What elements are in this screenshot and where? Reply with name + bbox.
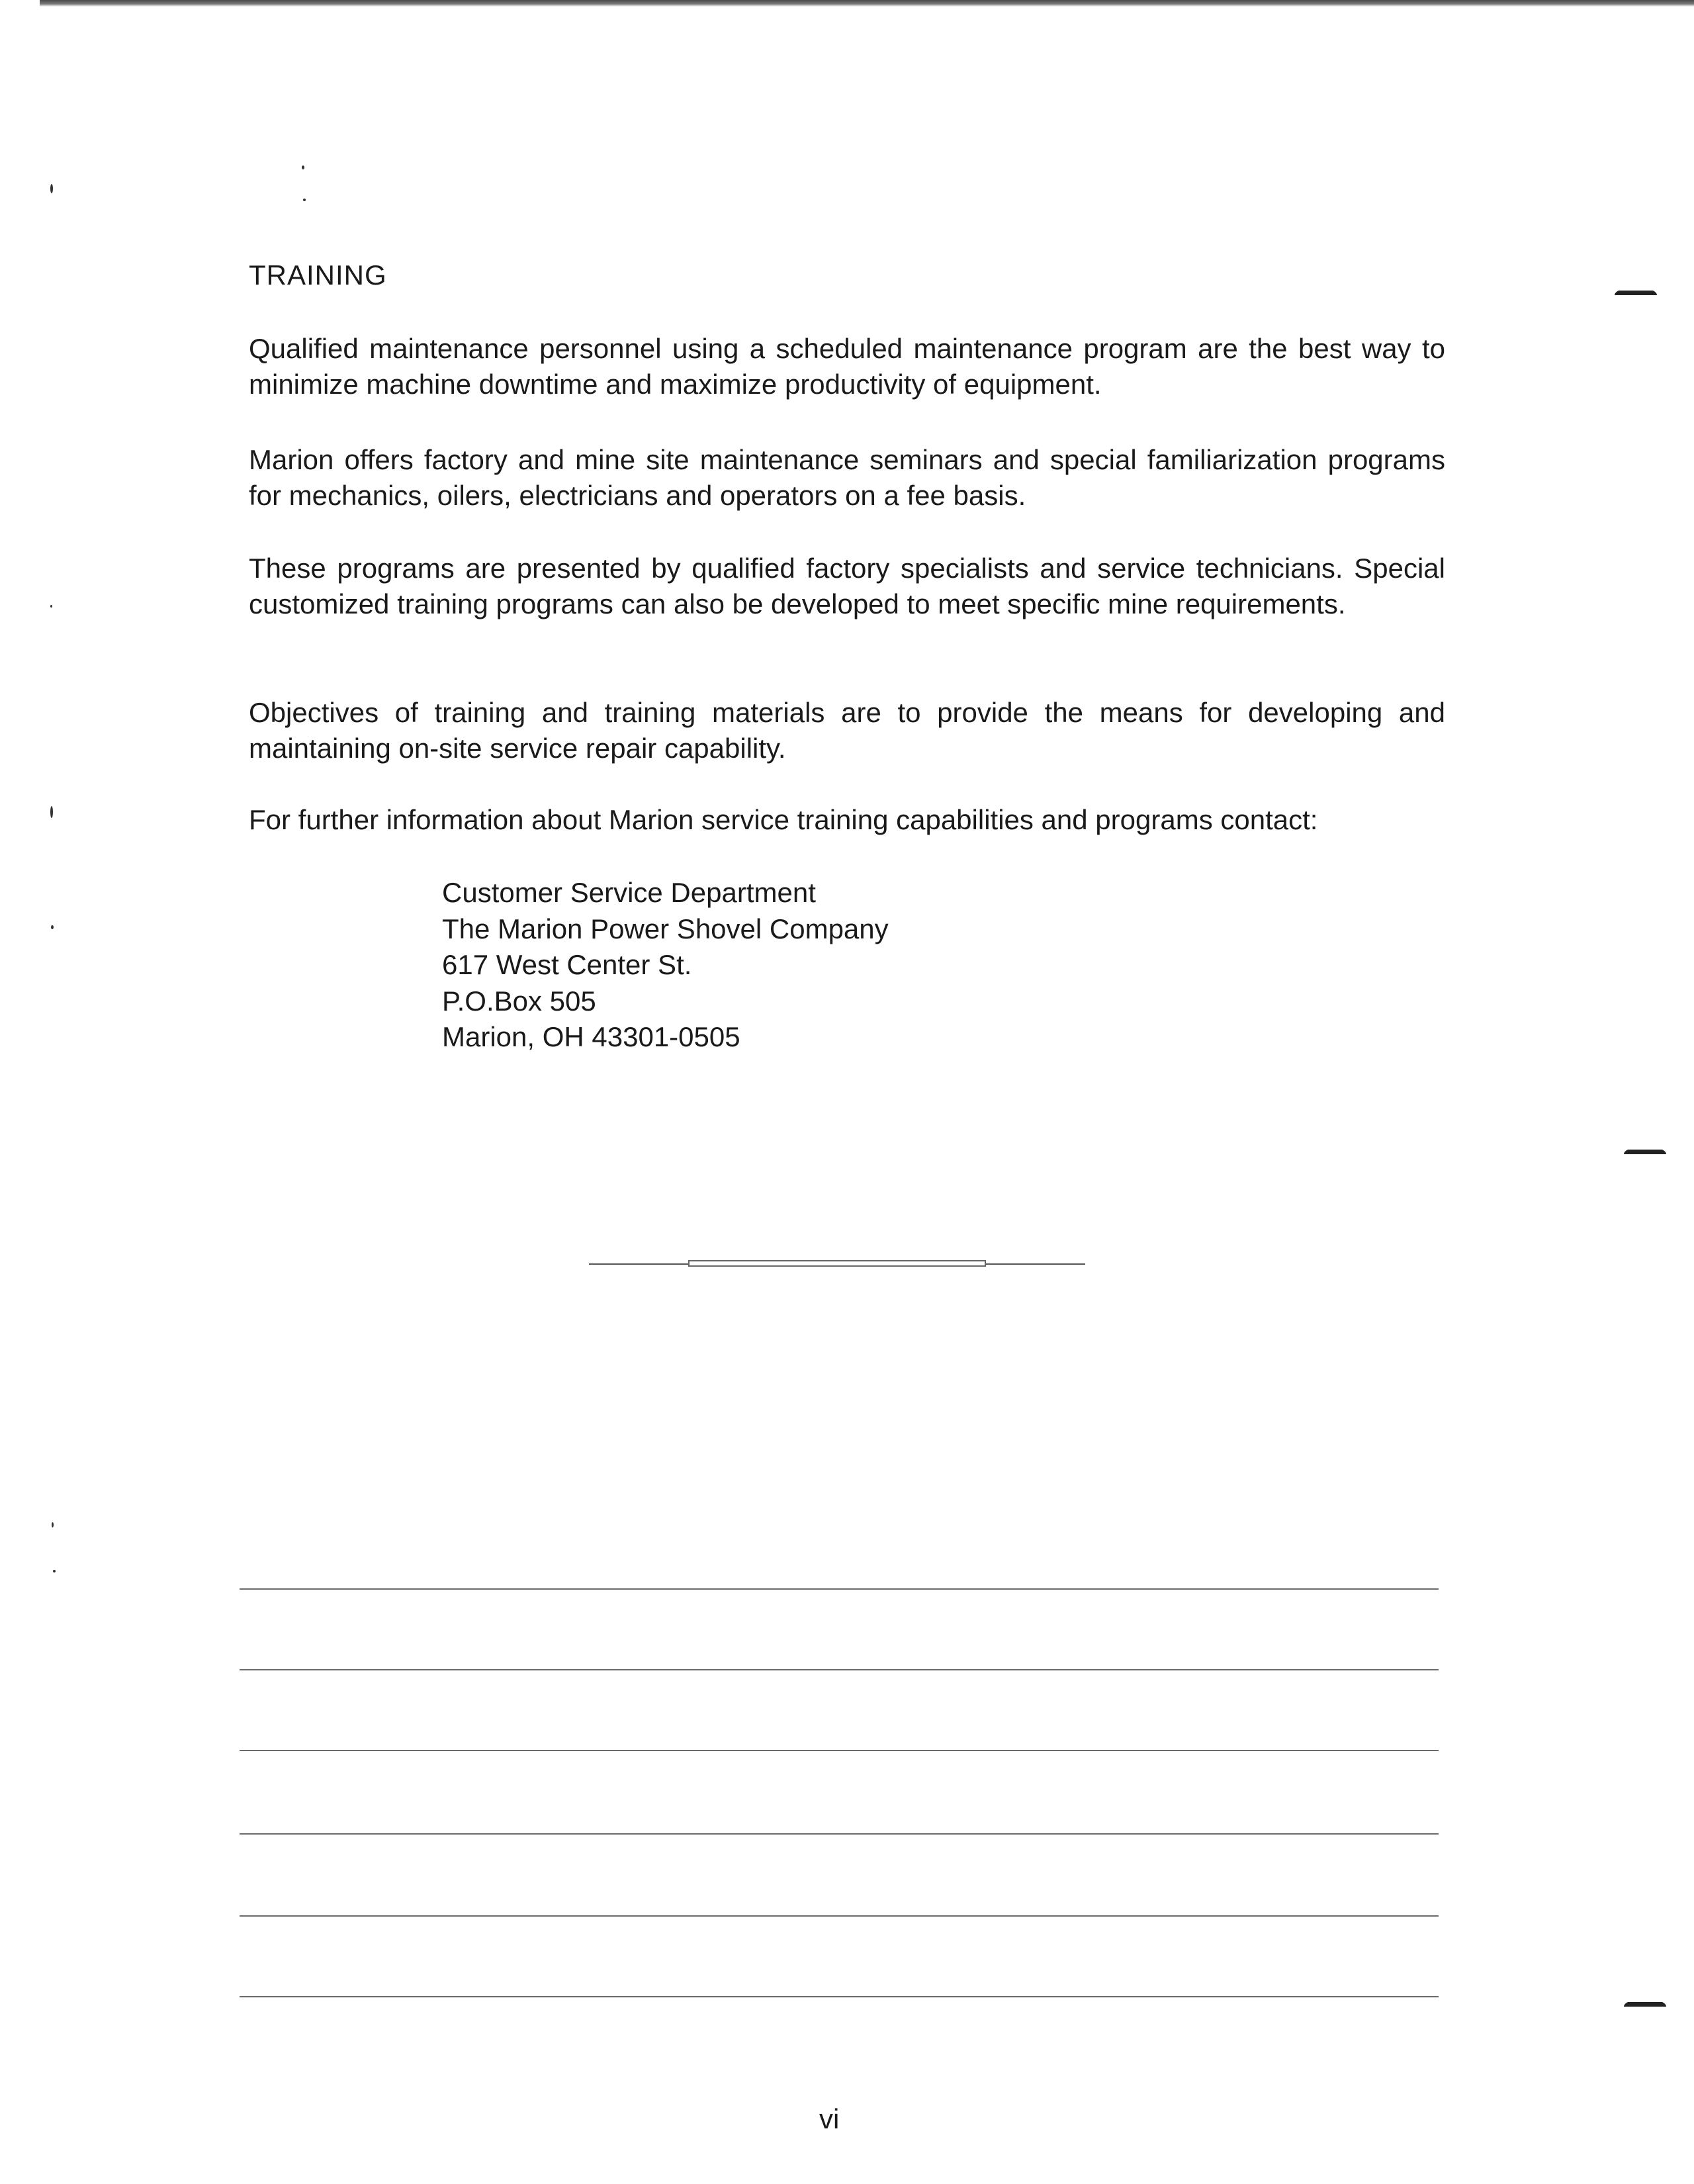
address-city: Marion, OH 43301-0505 [442, 1021, 740, 1052]
notes-line [240, 1996, 1439, 1997]
scan-top-edge [40, 0, 1694, 7]
scan-speck [302, 165, 304, 169]
address-street: 617 West Center St. [442, 949, 692, 980]
notes-line [240, 1750, 1439, 1751]
section-heading: TRAINING [249, 259, 387, 291]
notes-line [240, 1915, 1439, 1917]
notes-line [240, 1588, 1439, 1590]
address-department: Customer Service Department [442, 877, 816, 908]
notes-line [240, 1833, 1439, 1835]
paragraph-seminars: Marion offers factory and mine site maintenance seminars and special familiarization programs for mechanics, oilers, electricians and operators on a fee basis. [249, 444, 1445, 511]
page-number: vi [819, 2103, 840, 2134]
scan-speck [303, 199, 306, 201]
paragraph-objectives: Objectives of training and training materials are to provide the means for developing and maintaining on-site service repair capability. [249, 697, 1445, 764]
binding-hole-mark [1624, 1146, 1666, 1154]
scan-speck [50, 605, 52, 608]
binding-hole-mark [1615, 287, 1657, 295]
scan-speck [50, 184, 53, 193]
separator-box [688, 1260, 986, 1267]
scan-speck [51, 925, 54, 929]
section-separator [589, 1257, 1085, 1271]
paragraph-contact: For further information about Marion service training capabilities and programs contact: [249, 804, 1318, 835]
paragraph-personnel: Qualified maintenance personnel using a scheduled maintenance program are the best way to minimize machine downtime and maximize productivity of equipment. [249, 333, 1445, 400]
scan-speck [53, 1570, 56, 1572]
scan-speck [52, 1522, 54, 1527]
binding-hole-mark [1624, 1999, 1666, 2007]
separator-left-rule [589, 1263, 688, 1265]
scan-speck [50, 806, 53, 818]
address-company: The Marion Power Shovel Company [442, 913, 889, 944]
separator-right-rule [986, 1263, 1085, 1265]
contact-address [442, 875, 889, 1056]
notes-line [240, 1669, 1439, 1670]
address-po-box: P.O.Box 505 [442, 985, 596, 1017]
paragraph-specialists: These programs are presented by qualified factory specialists and service technicians. Special customized training programs can also be developed to meet specific mine requirements. [249, 553, 1445, 619]
